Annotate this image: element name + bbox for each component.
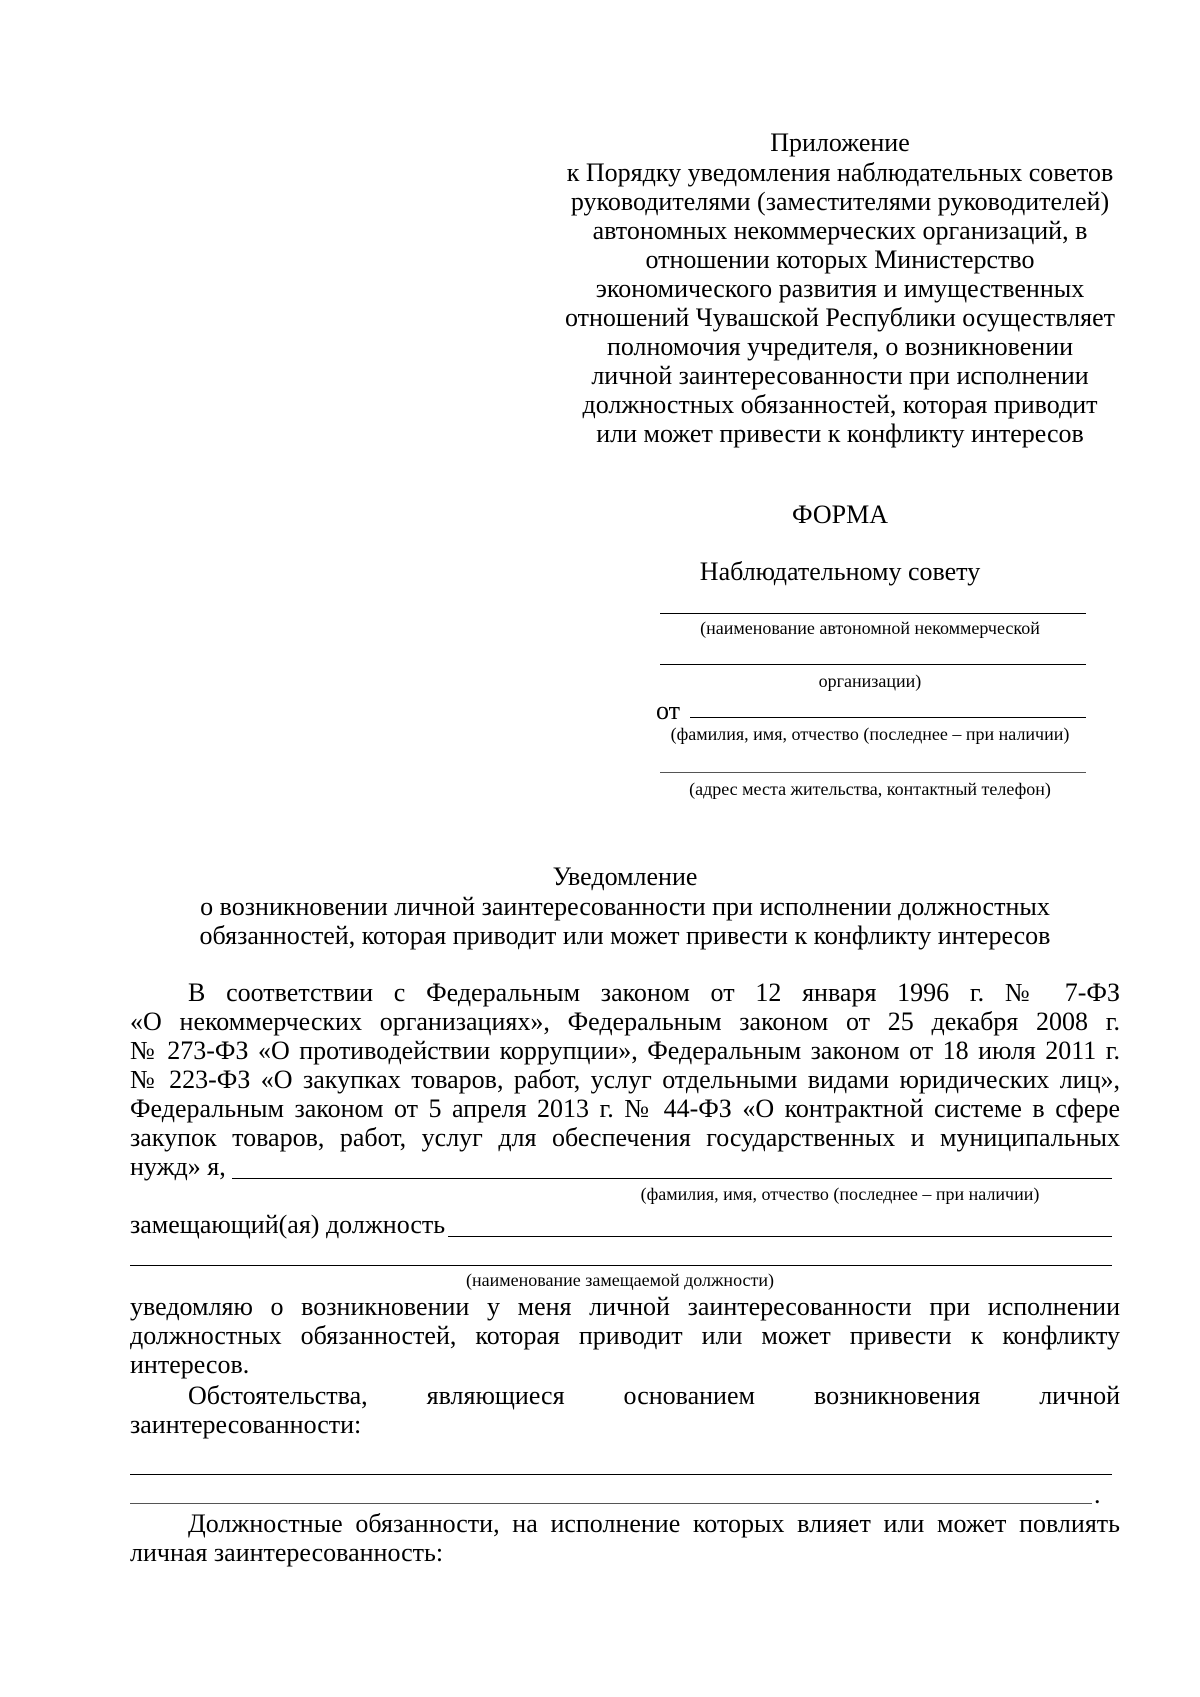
- notify-paragraph: [130, 1292, 1120, 1379]
- position-label: замещающий(ая) должность: [130, 1210, 446, 1239]
- position-line-2[interactable]: [130, 1265, 1112, 1266]
- appendix-line: отношении которых Министерство: [645, 245, 1035, 274]
- appendix-line: должностных обязанностей, которая приводит: [582, 390, 1098, 419]
- org-name-line-2[interactable]: [660, 664, 1086, 665]
- appendix-title: Приложение: [770, 128, 910, 157]
- org-name-hint-end: организации): [818, 671, 922, 691]
- notify-line: интересов.: [130, 1350, 250, 1379]
- law-line: «О некоммерческих организациях», Федеральным законом от 25 декабря 2008 г.: [130, 1007, 1120, 1036]
- law-paragraph: [130, 978, 1120, 1152]
- position-line-1[interactable]: [448, 1236, 1112, 1237]
- law-line: В соответствии с Федеральным законом от 12 января 1996 г. № 7-ФЗ: [188, 978, 1120, 1007]
- duties-line: Должностные обязанности, на исполнение которых влияет или может повлиять: [188, 1509, 1120, 1538]
- law-line: № 273-ФЗ «О противодействии коррупции», Федеральным законом от 18 июля 2011 г.: [130, 1036, 1120, 1065]
- address-hint: (адрес места жительства, контактный телефон): [689, 779, 1051, 799]
- from-label: от: [656, 696, 681, 725]
- notice-title: Уведомление: [552, 862, 698, 891]
- position-hint: (наименование замещаемой должности): [465, 1270, 774, 1290]
- duties-line: личная заинтересованность:: [130, 1538, 444, 1567]
- appendix-line: отношений Чувашской Республики осуществляет: [564, 303, 1116, 332]
- fio-hint: (фамилия, имя, отчество (последнее – при наличии): [640, 1184, 1040, 1204]
- notice-subtitle: [130, 892, 1120, 950]
- appendix-line: полномочия учредителя, о возникновении: [606, 332, 1074, 361]
- appendix-line: экономического развития и имущественных: [595, 274, 1085, 303]
- circumstances-paragraph: [130, 1381, 1120, 1439]
- circumstances-answer-line-1[interactable]: [130, 1474, 1112, 1475]
- from-name-hint: (фамилия, имя, отчество (последнее – при наличии): [670, 724, 1070, 744]
- notify-line: должностных обязанностей, которая приводит или может привести к конфликту: [130, 1321, 1120, 1350]
- appendix-line: автономных некоммерческих организаций, в: [592, 216, 1088, 245]
- circumstances-line: Обстоятельства, являющиеся основанием возникновения личной: [188, 1381, 1120, 1410]
- circumstances-line: заинтересованности:: [130, 1410, 362, 1439]
- fio-line[interactable]: [232, 1178, 1112, 1179]
- law-line: закупок товаров, работ, услуг для обеспечения государственных и муниципальных: [130, 1123, 1120, 1152]
- org-name-line-1[interactable]: [660, 613, 1086, 614]
- notify-line: уведомляю о возникновении у меня личной заинтересованности при исполнении: [130, 1292, 1120, 1321]
- org-name-hint: (наименование автономной некоммерческой: [700, 618, 1040, 638]
- notice-subtitle-line: обязанностей, которая приводит или может привести к конфликту интересов: [199, 921, 1051, 950]
- notice-subtitle-line: о возникновении личной заинтересованности при исполнении должностных: [200, 892, 1050, 921]
- form-label: ФОРМА: [792, 500, 888, 529]
- law-line: Федеральным законом от 5 апреля 2013 г. № 44-ФЗ «О контрактной системе в сфере: [130, 1094, 1120, 1123]
- address-line[interactable]: [660, 772, 1086, 773]
- circumstances-answer-line-2[interactable]: [130, 1503, 1092, 1504]
- law-line: № 223-ФЗ «О закупках товаров, работ, услуг отдельными видами юридических лиц»,: [130, 1065, 1120, 1094]
- duties-paragraph: [130, 1509, 1120, 1567]
- from-name-line[interactable]: [690, 717, 1086, 718]
- appendix-line: к Порядку уведомления наблюдательных советов: [566, 158, 1114, 187]
- appendix-line: личной заинтересованности при исполнении: [591, 361, 1089, 390]
- law-tail: нужд» я,: [130, 1152, 226, 1181]
- appendix-line: или может привести к конфликту интересов: [596, 419, 1084, 448]
- appendix-line: руководителями (заместителями руководителей): [570, 187, 1110, 216]
- circumstances-period: .: [1094, 1480, 1101, 1509]
- appendix-text: [540, 158, 1140, 448]
- addressee-to: Наблюдательному совету: [699, 557, 981, 586]
